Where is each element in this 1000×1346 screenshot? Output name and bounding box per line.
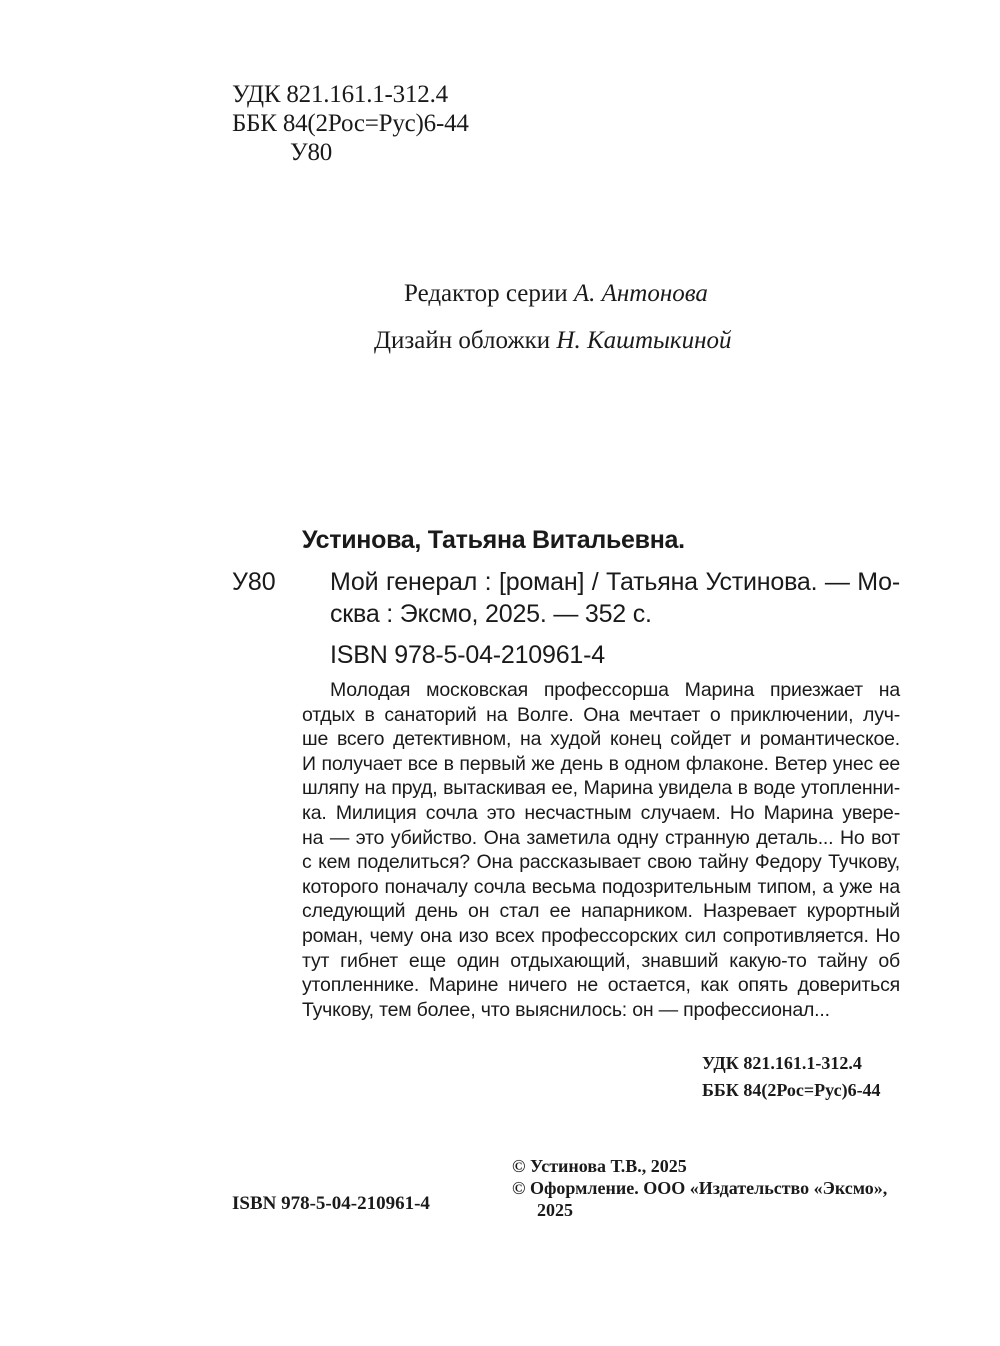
- annotation-line: ше всего детективном, на худой конец сойдет и романтическое.: [302, 728, 900, 751]
- description-line: сква : Эксмо, 2025. — 352 с.: [330, 600, 652, 628]
- annotation-line: шляпу на пруд, вытаскивая ее, Марина увидела в воде утопленни-: [302, 777, 900, 800]
- cover-design-credit: [374, 326, 732, 355]
- series-editor-name: А. Антонова: [573, 280, 708, 307]
- footer-udk: УДК 821.161.1-312.4: [702, 1053, 862, 1073]
- footer-classification: [702, 1050, 881, 1104]
- cover-design-name: Н. Каштыкиной: [556, 327, 732, 354]
- annotation-line: Молодая московская профессорша Марина приезжает на: [330, 679, 900, 701]
- annotation-line: роман, чему она изо всех профессорских сил сопротивляется. Но: [302, 924, 900, 947]
- annotation-line: ка. Милиция сочла это несчастным случаем. Но Марина уверe-: [302, 801, 900, 824]
- cover-design-role: Дизайн обложки: [374, 327, 551, 354]
- annotation-line: отдых в санаторий на Волге. Она мечтает о приключении, луч-: [302, 703, 900, 726]
- annotation-line: тут гибнет еще один отдыхающий, знавший какую-то тайну об: [302, 949, 900, 972]
- annotation-line: с кем поделиться? Она рассказывает свою тайну Федору Тучкову,: [302, 851, 900, 874]
- series-editor-role: Редактор серии: [404, 280, 568, 307]
- series-editor-credit: [404, 279, 708, 308]
- copyright-design-year: 2025: [537, 1200, 573, 1220]
- annotation: [302, 678, 900, 1022]
- udk-code: УДК 821.161.1-312.4: [232, 81, 448, 108]
- bbk-code: ББК 84(2Рос=Рус)6-44: [232, 110, 469, 137]
- description-line: Мой генерал : [роман] / Татьяна Устинова. — Мо-: [330, 568, 900, 596]
- classification-block: [232, 80, 469, 167]
- footer-isbn: ISBN 978-5-04-210961-4: [232, 1193, 430, 1214]
- copyright-design: © Оформление. ООО «Издательство «Эксмо»,: [512, 1178, 888, 1198]
- annotation-line: Тучкову, тем более, что выяснилось: он — профессионал...: [302, 998, 830, 1021]
- annotation-line: И получает все в первый же день в одном флаконе. Ветер унес ее: [302, 752, 900, 775]
- bibliographic-description: [330, 566, 900, 630]
- copyright-block: [512, 1155, 887, 1221]
- annotation-line: на — это убийство. Она заметила одну странную деталь... Но вот: [302, 826, 900, 849]
- author-heading: Устинова, Татьяна Витальевна.: [302, 526, 685, 554]
- annotation-line: следующий день он стал ее напарником. Назревает курортный: [302, 900, 900, 923]
- annotation-line: которого поначалу сочла весьма подозрительным типом, а уже на: [302, 875, 900, 898]
- author-sign: У80: [290, 139, 333, 166]
- annotation-line: утопленнике. Марине ничего не остается, как опять довериться: [302, 974, 900, 997]
- copyright-author: © Устинова Т.В., 2025: [512, 1156, 687, 1176]
- bib-author-sign: У80: [232, 568, 276, 596]
- isbn-line: ISBN 978-5-04-210961-4: [330, 641, 605, 669]
- footer-bbk: ББК 84(2Рос=Рус)6-44: [702, 1080, 881, 1100]
